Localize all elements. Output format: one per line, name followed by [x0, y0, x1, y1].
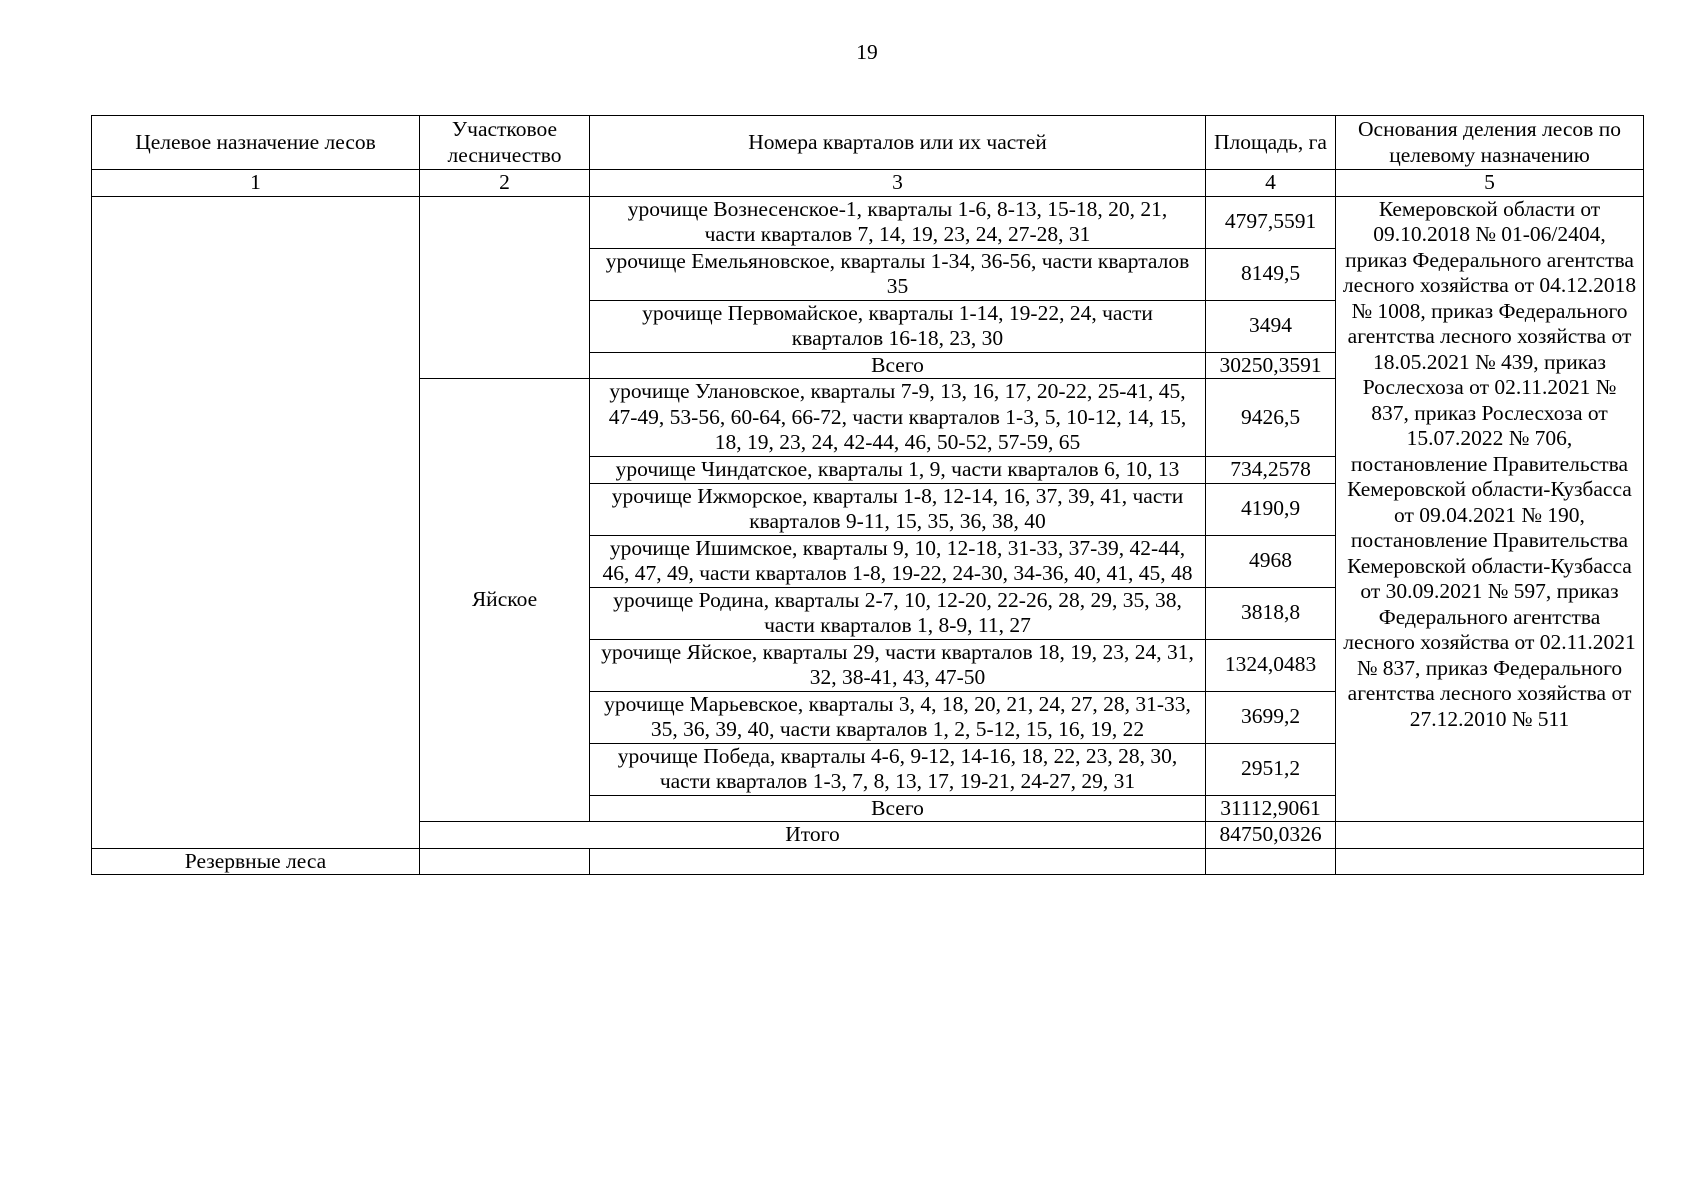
area-cell: 4968	[1206, 535, 1336, 587]
reserve-quarters-cell	[590, 848, 1206, 875]
quarters-cell: урочище Первомайское, кварталы 1-14, 19-22, 24, части кварталов 16-18, 23, 30	[590, 300, 1206, 352]
area-cell: 3818,8	[1206, 587, 1336, 639]
area-cell: 3494	[1206, 300, 1336, 352]
table-header-row	[92, 116, 1644, 170]
quarters-cell: урочище Вознесенское-1, кварталы 1-6, 8-13, 15-18, 20, 21, части кварталов 7, 14, 19, 23, 24, 27-28, 31	[590, 196, 1206, 248]
area-cell: 734,2578	[1206, 457, 1336, 484]
total-basis-cell	[1336, 822, 1644, 849]
table-row	[92, 196, 1644, 248]
area-cell: 4797,5591	[1206, 196, 1336, 248]
header-district-forestry: Участковое лесничество	[420, 116, 590, 170]
column-number: 5	[1336, 170, 1644, 197]
quarters-cell: урочище Емельяновское, кварталы 1-34, 36-56, части кварталов 35	[590, 248, 1206, 300]
forest-purpose-cell	[92, 196, 420, 848]
total-label: Итого	[420, 822, 1206, 849]
quarters-cell: урочище Ишимское, кварталы 9, 10, 12-18, 31-33, 37-39, 42-44, 46, 47, 49, части кварталов 1-8, 19-22, 24-30, 34-36, 40, 41, 45, 48	[590, 535, 1206, 587]
quarters-cell: урочище Чиндатское, кварталы 1, 9, части кварталов 6, 10, 13	[590, 457, 1206, 484]
reserve-label: Резервные леса	[92, 848, 420, 875]
header-quarter-numbers: Номера кварталов или их частей	[590, 116, 1206, 170]
area-cell: 2951,2	[1206, 743, 1336, 795]
quarters-cell: урочище Родина, кварталы 2-7, 10, 12-20, 22-26, 28, 29, 35, 38, части кварталов 1, 8-9, 11, 27	[590, 587, 1206, 639]
page-number: 19	[856, 40, 878, 64]
area-cell: 4190,9	[1206, 483, 1336, 535]
subtotal-area: 30250,3591	[1206, 352, 1336, 379]
header-forest-purpose: Целевое назначение лесов	[92, 116, 420, 170]
area-cell: 1324,0483	[1206, 639, 1336, 691]
reserve-forestry-cell	[420, 848, 590, 875]
subtotal-area: 31112,9061	[1206, 795, 1336, 822]
quarters-cell: урочище Победа, кварталы 4-6, 9-12, 14-16, 18, 22, 23, 28, 30, части кварталов 1-3, 7, 8, 13, 17, 19-21, 24-27, 29, 31	[590, 743, 1206, 795]
forest-purpose-table	[91, 115, 1644, 875]
reserve-basis-cell	[1336, 848, 1644, 875]
quarters-cell: урочище Марьевское, кварталы 3, 4, 18, 20, 21, 24, 27, 28, 31-33, 35, 36, 39, 40, части кварталов 1, 2, 5-12, 15, 16, 19, 22	[590, 691, 1206, 743]
division-basis-cell: Кемеровской области от 09.10.2018 № 01-06/2404, приказ Федерального агентства лесного хозяйства от 04.12.2018 № 1008, приказ Федерального агентства лесного хозяйства от 18.05.2021 № 439, приказ Рослесхоза от 02.11.2021 № 837, приказ Рослесхоза от 15.07.2022 № 706, постановление Правительства Кемеровской области-Кузбасса от 09.04.2021 № 190, постановление Правительства Кемеровской области-Кузбасса от 30.09.2021 № 597, приказ Федерального агентства лесного хозяйства от 02.11.2021 № 837, приказ Федерального агентства лесного хозяйства от 27.12.2010 № 511	[1336, 196, 1644, 822]
quarters-cell: урочище Ижморское, кварталы 1-8, 12-14, 16, 37, 39, 41, части кварталов 9-11, 15, 35, 36, 38, 40	[590, 483, 1206, 535]
forestry-cell	[420, 196, 590, 379]
subtotal-label: Всего	[590, 352, 1206, 379]
subtotal-label: Всего	[590, 795, 1206, 822]
forestry-cell: Яйское	[420, 379, 590, 822]
quarters-cell: урочище Улановское, кварталы 7-9, 13, 16, 17, 20-22, 25-41, 45, 47-49, 53-56, 60-64, 66-72, части кварталов 1-3, 5, 10-12, 14, 15, 18, 19, 23, 24, 42-44, 46, 50-52, 57-59, 65	[590, 379, 1206, 457]
column-number: 1	[92, 170, 420, 197]
column-number: 2	[420, 170, 590, 197]
total-area: 84750,0326	[1206, 822, 1336, 849]
quarters-cell: урочище Яйское, кварталы 29, части кварталов 18, 19, 23, 24, 31, 32, 38-41, 43, 47-50	[590, 639, 1206, 691]
area-cell: 9426,5	[1206, 379, 1336, 457]
column-number: 4	[1206, 170, 1336, 197]
reserve-area-cell	[1206, 848, 1336, 875]
header-area: Площадь, га	[1206, 116, 1336, 170]
header-division-basis: Основания деления лесов по целевому назначению	[1336, 116, 1644, 170]
column-number-row	[92, 170, 1644, 197]
area-cell: 8149,5	[1206, 248, 1336, 300]
area-cell: 3699,2	[1206, 691, 1336, 743]
column-number: 3	[590, 170, 1206, 197]
reserve-row	[92, 848, 1644, 875]
